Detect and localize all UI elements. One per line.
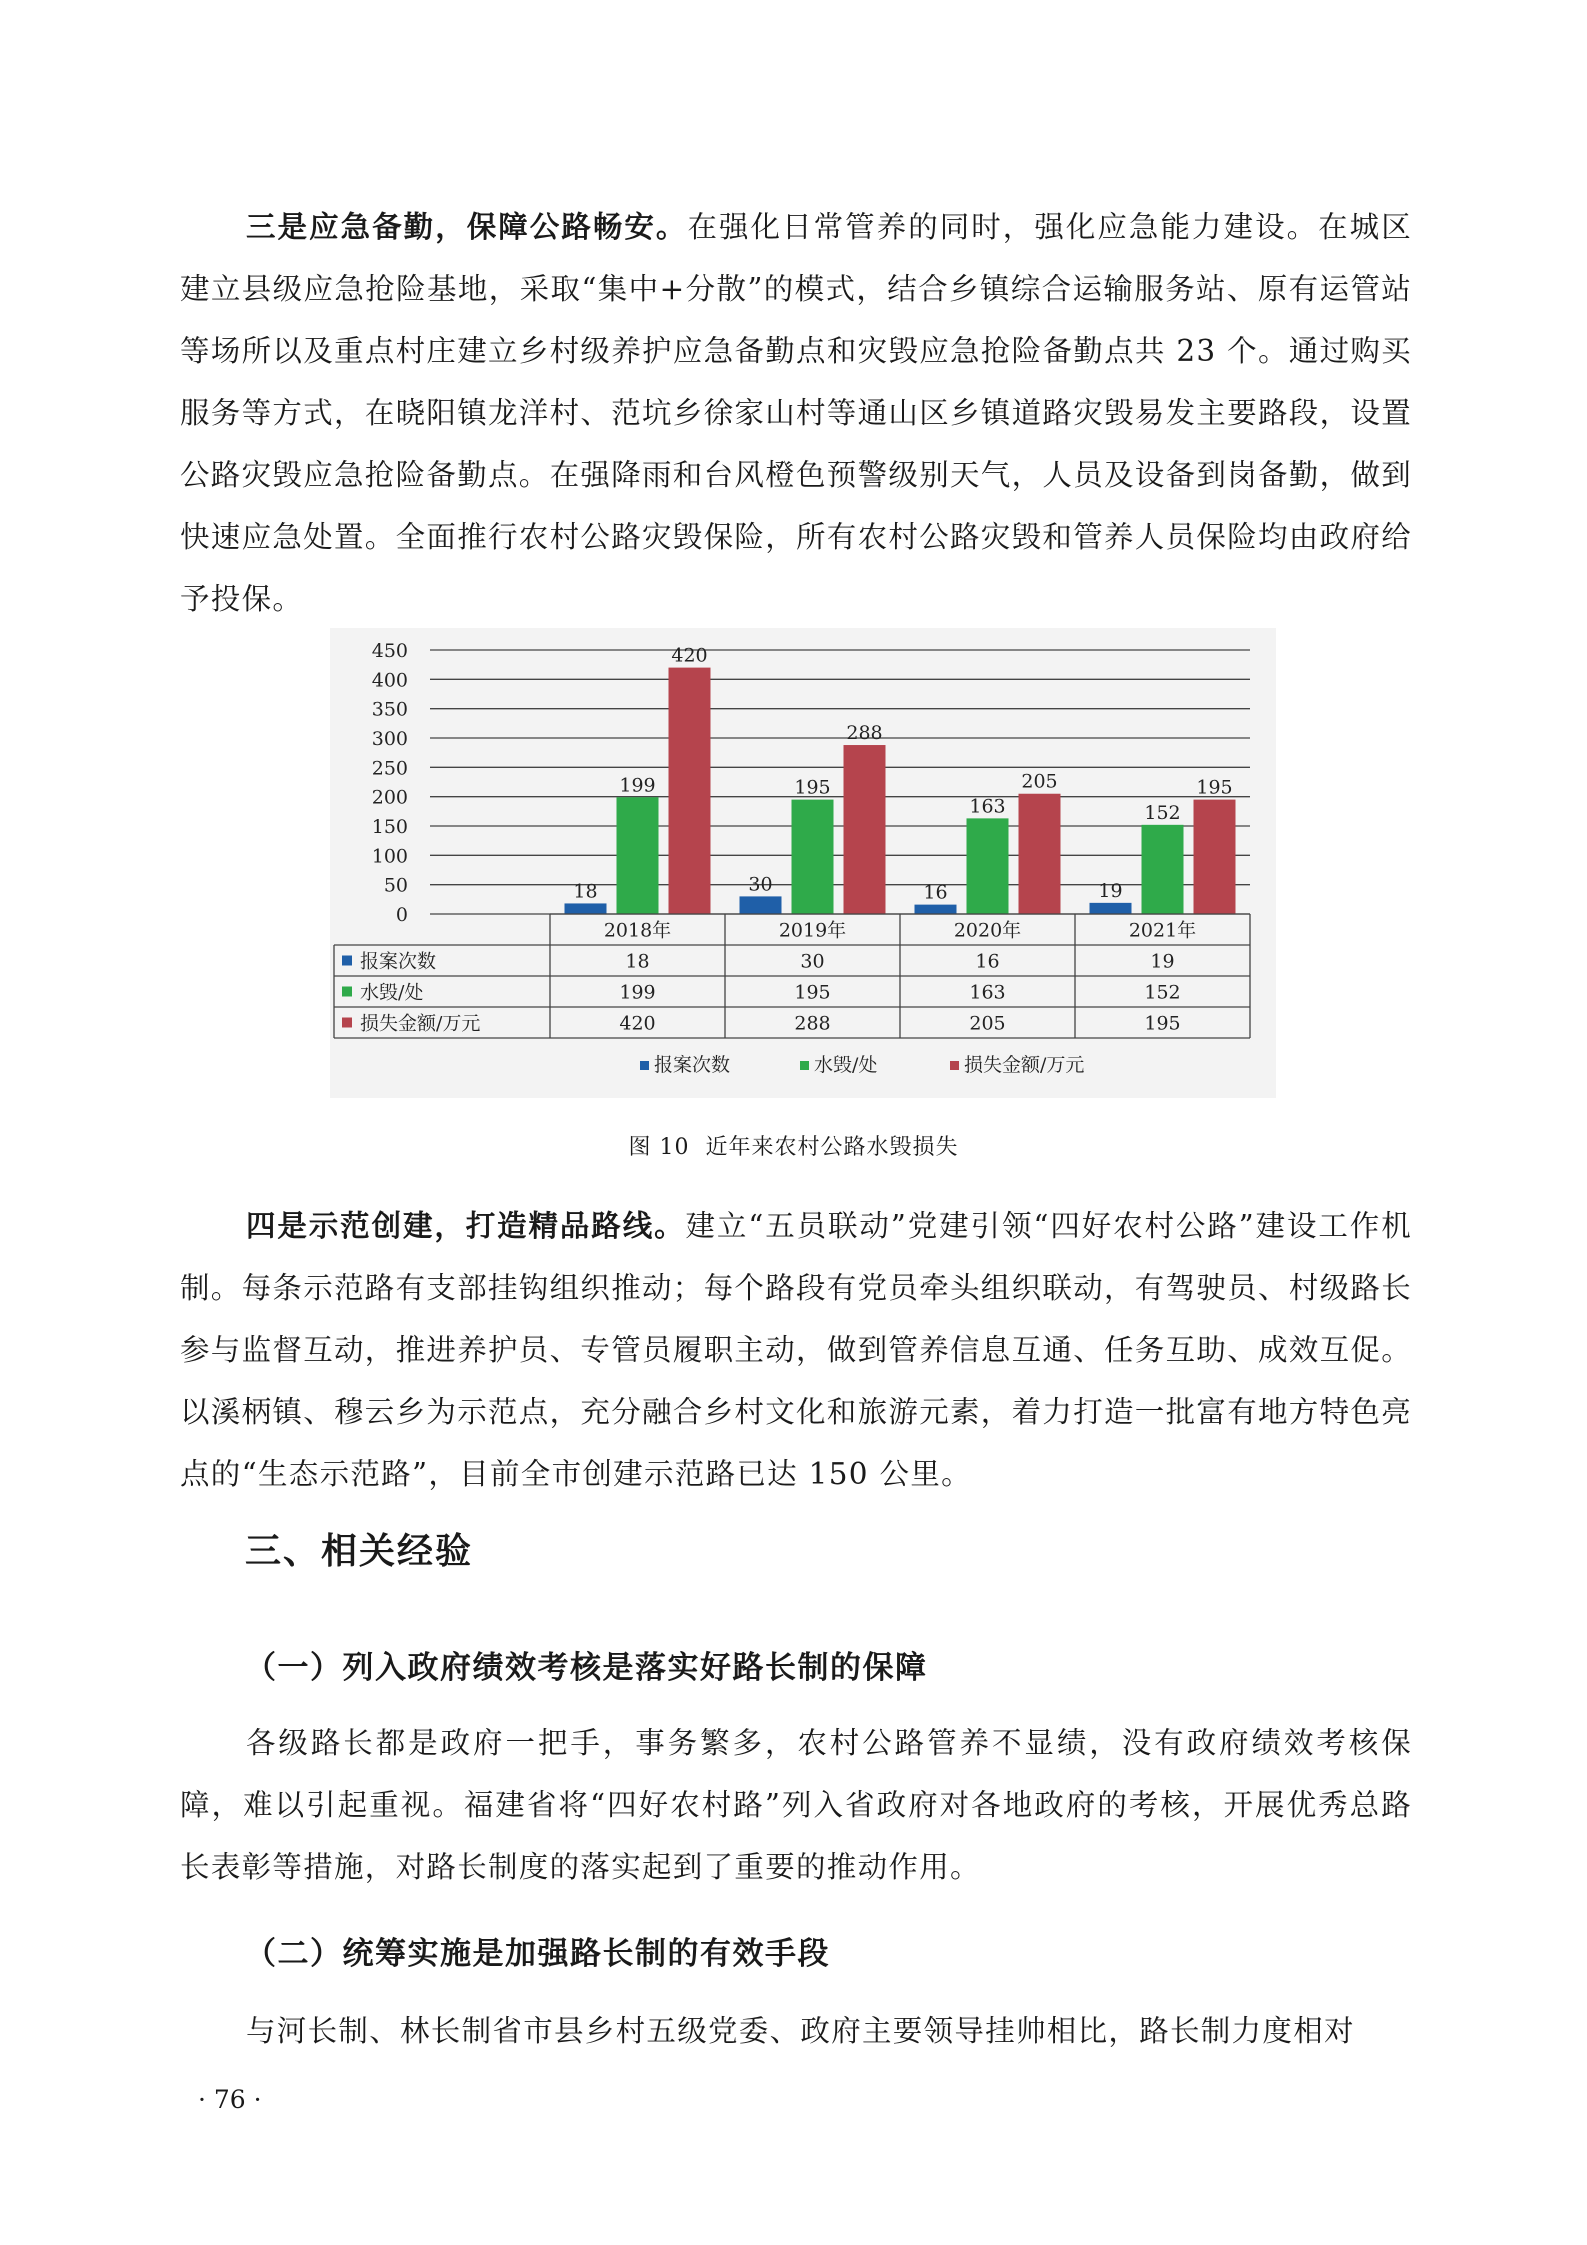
table-cell-value: 18 xyxy=(625,950,650,973)
bar xyxy=(1142,825,1184,914)
bar-data-label: 288 xyxy=(846,722,883,745)
bar xyxy=(669,668,711,914)
table-cell-value: 163 xyxy=(969,981,1006,1004)
x-category-label: 2018年 xyxy=(603,919,672,942)
y-tick-label: 350 xyxy=(371,698,408,721)
table-legend-key xyxy=(342,987,352,997)
figure-caption xyxy=(0,1130,1587,1161)
chart-container xyxy=(330,628,1276,1098)
table-legend-key xyxy=(342,956,352,966)
table-cell-value: 195 xyxy=(794,981,831,1004)
paragraph-coordination: 与河长制、林长制省市县乡村五级党委、政府主要领导挂帅相比，路长制力度相对 xyxy=(246,2014,1355,2048)
bar-data-label: 16 xyxy=(923,881,948,904)
bar xyxy=(844,745,886,914)
table-cell-value: 16 xyxy=(975,950,1000,973)
subheading-performance: （一）列入政府绩效考核是落实好路长制的保障 xyxy=(245,1650,928,1686)
y-tick-label: 200 xyxy=(371,786,408,809)
bar xyxy=(1194,800,1236,914)
legend-label: 损失金额/万元 xyxy=(964,1054,1085,1076)
table-cell-value: 195 xyxy=(1144,1012,1181,1035)
paragraph-body: 建立“五员联动”党建引领“四好农村公路”建设工作机制。每条示范路有支部挂钩组织推动；每个路段有党员牵头组织联动，有驾驶员、村级路长参与监督互动，推进养护员、专管员履职主动，做到管养信息互通、任务互助、成效互促。以溪柄镇、穆云乡为示范点，充分融合乡村文化和旅游元素，着力打造一批富有地方特色亮点的“生态示范路”，目前全市创建示范路已达 150 公里。 xyxy=(180,1209,1413,1491)
table-series-label: 水毁/处 xyxy=(360,981,424,1004)
bar-data-label: 18 xyxy=(573,880,598,903)
bar xyxy=(967,818,1009,914)
caption-text: 近年来农村公路水毁损失 xyxy=(705,1135,959,1160)
legend-label: 水毁/处 xyxy=(814,1054,878,1076)
paragraph-lead: 四是示范创建，打造精品路线。 xyxy=(246,1209,686,1243)
legend-key xyxy=(950,1061,959,1070)
bar-data-label: 19 xyxy=(1098,879,1123,902)
bar-data-label: 195 xyxy=(794,776,831,799)
bar-data-label: 420 xyxy=(671,644,708,667)
bar xyxy=(792,800,834,914)
y-tick-label: 450 xyxy=(371,640,408,662)
bar-data-label: 199 xyxy=(619,774,656,797)
y-tick-label: 50 xyxy=(383,874,408,897)
y-tick-label: 400 xyxy=(371,669,408,692)
table-cell-value: 19 xyxy=(1150,950,1175,973)
table-cell-value: 205 xyxy=(969,1012,1006,1035)
x-category-label: 2021年 xyxy=(1128,919,1197,942)
bar-chart xyxy=(330,628,1276,1098)
x-category-label: 2020年 xyxy=(953,919,1022,942)
table-legend-key xyxy=(342,1018,352,1028)
bar-data-label: 152 xyxy=(1144,801,1181,824)
bar xyxy=(1090,903,1132,914)
table-cell-value: 288 xyxy=(794,1012,831,1035)
subheading-coordination: （二）统筹实施是加强路长制的有效手段 xyxy=(245,1936,830,1972)
y-tick-label: 0 xyxy=(395,904,408,926)
x-category-label: 2019年 xyxy=(778,919,847,942)
bar xyxy=(1019,794,1061,914)
bar-data-label: 205 xyxy=(1021,770,1058,793)
table-cell-value: 420 xyxy=(619,1012,656,1035)
legend-key xyxy=(640,1061,649,1070)
table-cell-value: 30 xyxy=(800,950,825,973)
y-tick-label: 250 xyxy=(371,757,408,780)
table-series-label: 报案次数 xyxy=(360,950,437,973)
section-heading: 三、相关经验 xyxy=(245,1531,474,1572)
bar-data-label: 195 xyxy=(1196,776,1233,799)
y-tick-label: 100 xyxy=(371,845,408,868)
bar xyxy=(617,797,659,914)
paragraph-body: 在强化日常管养的同时，强化应急能力建设。在城区建立县级应急抢险基地，采取“集中+分散”的模式，结合乡镇综合运输服务站、原有运管站等场所以及重点村庄建立乡村级养护应急备勤点和灾毁应急抢险备勤点共 23 个。通过购买服务等方式，在晓阳镇龙洋村、范坑乡徐家山村等通山区乡镇道路灾毁易发主要路段，设置公路灾毁应急抢险备勤点。在强降雨和台风橙色预警级别天气，人员及设备到岗备勤，做到快速应急处置。全面推行农村公路灾毁保险，所有农村公路灾毁和管养人员保险均由政府给予投保。 xyxy=(180,210,1413,616)
bar xyxy=(740,896,782,914)
paragraph-demonstration xyxy=(180,1195,1412,1505)
bar xyxy=(565,903,607,914)
bar xyxy=(915,905,957,914)
bar-data-label: 163 xyxy=(969,795,1006,818)
table-cell-value: 152 xyxy=(1144,981,1181,1004)
paragraph-performance: 各级路长都是政府一把手，事务繁多，农村公路管养不显绩，没有政府绩效考核保障，难以引起重视。福建省将“四好农村路”列入省政府对各地政府的考核，开展优秀总路长表彰等措施，对路长制度的落实起到了重要的推动作用。 xyxy=(180,1726,1412,1884)
legend-key xyxy=(800,1061,809,1070)
y-tick-label: 300 xyxy=(371,728,408,750)
legend-label: 报案次数 xyxy=(654,1054,731,1076)
page-number: · 76 · xyxy=(198,2085,262,2114)
caption-label: 图 10 xyxy=(628,1135,690,1160)
table-series-label: 损失金额/万元 xyxy=(360,1012,481,1035)
table-cell-value: 199 xyxy=(619,981,656,1004)
bar-data-label: 30 xyxy=(748,873,773,896)
paragraph-emergency-standby xyxy=(180,196,1412,630)
paragraph-lead: 三是应急备勤，保障公路畅安。 xyxy=(246,210,688,244)
y-tick-label: 150 xyxy=(371,816,408,838)
